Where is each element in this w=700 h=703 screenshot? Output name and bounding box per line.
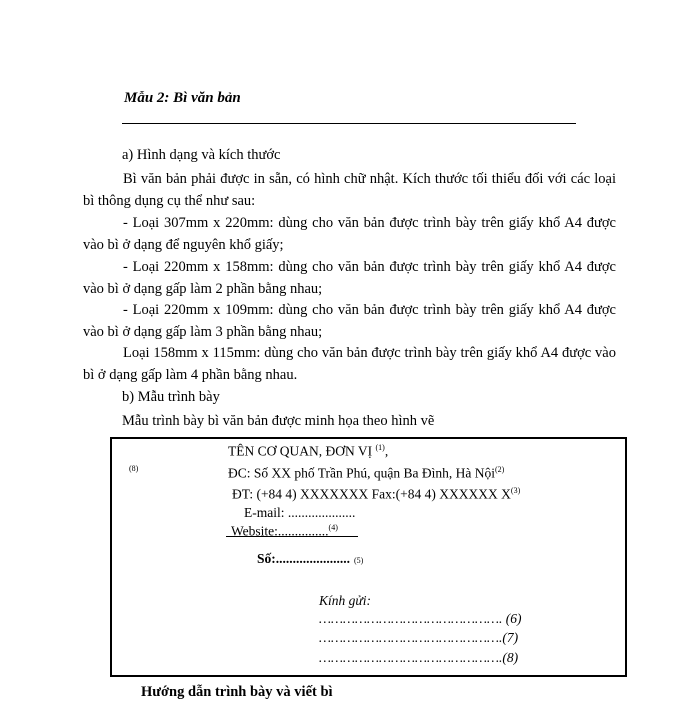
website-note: (4) xyxy=(328,523,338,532)
website-underline xyxy=(226,536,358,537)
heading-rule xyxy=(122,123,576,124)
document-number xyxy=(257,551,363,567)
org-note: (1) xyxy=(375,443,385,452)
org-address xyxy=(228,465,504,482)
org-name-text: TÊN CƠ QUAN, ĐƠN VỊ xyxy=(228,443,373,459)
size-item-3: - Loại 220mm x 109mm: dùng cho văn bản được trình bày trên giấy khổ A4 được vào bì ở dạng gấp làm 3 phần bằng nhau; xyxy=(83,302,616,340)
section-b-title: b) Mẫu trình bày xyxy=(122,389,220,405)
org-name xyxy=(228,443,388,460)
org-phone xyxy=(232,486,520,503)
kinh-gui-label: Kính gửi: xyxy=(319,593,371,608)
so-note: (5) xyxy=(354,556,364,565)
org-website xyxy=(231,523,338,540)
recipient-line-6: ………………………………………. (6) xyxy=(319,611,522,626)
intro-paragraph: Bì văn bản phải được in sẵn, có hình chữ nhật. Kích thước tối thiểu đối với các loại bì thông dụng cụ thể như sau: xyxy=(83,171,616,209)
section-a-title: a) Hình dạng và kích thước xyxy=(122,147,281,163)
org-suffix: , xyxy=(384,443,389,459)
footer-heading: Hướng dẫn trình bày và viết bì xyxy=(141,684,333,700)
address-note: (2) xyxy=(495,465,505,474)
section-b-text: Mẫu trình bày bì văn bản được minh họa theo hình vẽ xyxy=(122,413,435,429)
size-item-2: - Loại 220mm x 158mm: dùng cho văn bản được trình bày trên giấy khổ A4 được vào bì ở dạng gấp làm 2 phần bằng nhau; xyxy=(83,259,616,297)
org-address-text: ĐC: Số XX phố Trần Phú, quận Ba Đình, Hà Nội xyxy=(228,465,496,481)
org-email: E-mail: .................... xyxy=(244,505,356,520)
size-item-1: - Loại 307mm x 220mm: dùng cho văn bản được trình bày trên giấy khổ A4 được vào bì ở dạng để nguyên khổ giấy; xyxy=(83,215,616,253)
document-number-text: Số:...................... xyxy=(257,551,351,566)
marker-8: (8) xyxy=(129,464,139,473)
size-item-4: Loại 158mm x 115mm: dùng cho văn bản được trình bày trên giấy khổ A4 được vào bì ở dạng gấp làm 4 phần bằng nhau. xyxy=(83,345,616,383)
org-website-text: Website:............... xyxy=(231,523,329,539)
document-heading: Mẫu 2: Bì văn bản xyxy=(124,90,241,106)
recipient-line-8: ……………………………………….(8) xyxy=(319,650,519,665)
recipient-line-7: ……………………………………….(7) xyxy=(319,630,519,645)
org-phone-text: ĐT: (+84 4) XXXXXXX Fax:(+84 4) XXXXXX X xyxy=(232,486,511,502)
phone-note: (3) xyxy=(510,486,521,495)
